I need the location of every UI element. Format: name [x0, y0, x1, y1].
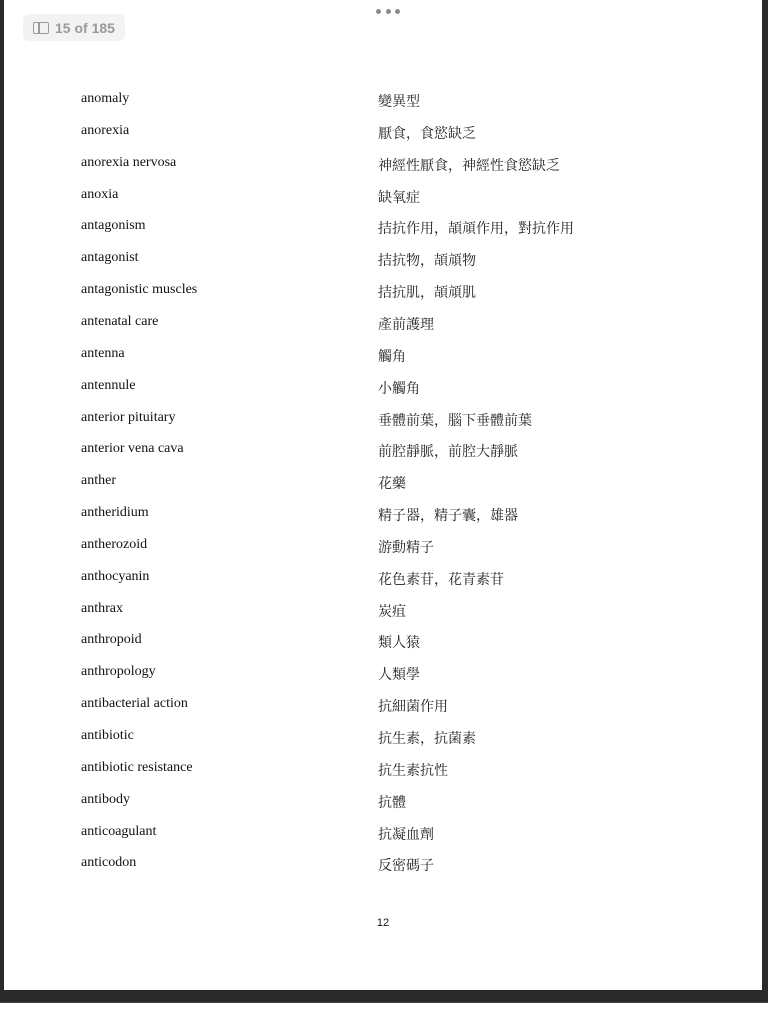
glossary-entry — [4, 855, 762, 875]
glossary-translation: 抗生素，抗菌素 — [378, 731, 476, 747]
dot — [395, 9, 400, 14]
glossary-term: antibody — [81, 791, 130, 807]
glossary-translation: 拮抗肌，頡頏肌 — [378, 285, 476, 302]
document-page — [4, 0, 762, 990]
glossary-translation: 花色素苷，花青素苷 — [378, 571, 504, 588]
glossary-translation: 小觸角 — [378, 380, 420, 397]
dot — [386, 9, 391, 14]
dot — [376, 9, 381, 14]
glossary-term: anorexia — [81, 122, 130, 138]
glossary-entry — [4, 441, 762, 461]
glossary-entry — [4, 282, 762, 302]
glossary-term: antibiotic resistance — [81, 759, 193, 775]
glossary-translation: 炭疽 — [378, 603, 406, 620]
glossary-translation: 反密碼子 — [378, 858, 434, 875]
glossary-term: antherozoid — [81, 536, 148, 552]
glossary-term: antagonism — [81, 218, 146, 234]
glossary-entry — [4, 155, 762, 175]
glossary-term: anterior vena cava — [81, 441, 184, 457]
glossary-term: antennule — [81, 377, 136, 393]
next-page-edge — [0, 1003, 768, 1024]
glossary-entry — [4, 569, 762, 589]
glossary-term: anticoagulant — [81, 823, 157, 839]
glossary-entry — [4, 250, 762, 270]
glossary-term: anthrax — [81, 600, 123, 616]
glossary-translation: 厭食，食慾缺乏 — [378, 125, 476, 142]
glossary-term: antagonist — [81, 250, 139, 266]
glossary-term: anthropoid — [81, 632, 142, 648]
glossary-translation: 抗細菌作用 — [378, 699, 448, 716]
page-number: 12 — [376, 917, 390, 929]
glossary-translation: 觸角 — [378, 348, 406, 365]
glossary-entry — [4, 792, 762, 812]
glossary-term: anthropology — [81, 664, 156, 680]
glossary-term: anther — [81, 473, 116, 489]
glossary-term: antibiotic — [81, 728, 134, 743]
glossary-translation: 抗體 — [378, 794, 406, 811]
glossary-entry — [4, 696, 762, 716]
glossary-entry — [4, 824, 762, 844]
glossary-term: anoxia — [81, 186, 119, 202]
glossary-translation: 類人猿 — [378, 635, 420, 652]
glossary-entry — [4, 473, 762, 493]
book-icon — [33, 22, 49, 34]
glossary-translation: 產前護理 — [378, 316, 434, 333]
glossary-entry — [4, 410, 762, 430]
glossary-translation: 拮抗作用，頡頏作用，對抗作用 — [378, 221, 574, 238]
glossary-term: antagonistic muscles — [81, 282, 198, 298]
glossary-entry — [4, 537, 762, 557]
glossary-entry — [4, 505, 762, 525]
page-indicator[interactable] — [23, 14, 125, 41]
glossary-translation: 變異型 — [378, 94, 420, 110]
glossary-term: anomaly — [81, 91, 130, 106]
glossary-entry — [4, 314, 762, 334]
glossary-entry — [4, 218, 762, 238]
glossary-term: antenna — [81, 345, 125, 361]
glossary-entry — [4, 728, 762, 748]
glossary-term: antibacterial action — [81, 696, 188, 712]
glossary-term: antheridium — [81, 505, 149, 521]
glossary-translation: 游動精子 — [378, 539, 434, 556]
glossary-translation: 垂體前葉，腦下垂體前葉 — [378, 412, 532, 429]
glossary-translation: 花藥 — [378, 476, 406, 493]
glossary-term: antenatal care — [81, 313, 159, 329]
glossary-entry — [4, 632, 762, 652]
glossary-translation: 缺氧症 — [378, 189, 420, 206]
glossary-term: anorexia nervosa — [81, 154, 177, 170]
glossary-entry — [4, 664, 762, 684]
glossary-translation: 人類學 — [378, 667, 420, 684]
more-dots-icon[interactable] — [376, 7, 400, 15]
glossary-translation: 拮抗物，頡頏物 — [378, 253, 476, 270]
page-indicator-label: 15 of 185 — [55, 19, 115, 36]
glossary-term: anterior pituitary — [81, 409, 176, 425]
glossary-entry — [4, 123, 762, 143]
glossary-translation: 抗凝血劑 — [378, 826, 434, 843]
glossary-term: anticodon — [81, 855, 137, 871]
glossary-translation: 抗生素抗性 — [378, 762, 448, 779]
glossary-entry — [4, 760, 762, 780]
glossary-entry — [4, 91, 762, 111]
glossary-term: anthocyanin — [81, 568, 150, 584]
glossary-entry — [4, 346, 762, 366]
glossary-translation: 前腔靜脈，前腔大靜脈 — [378, 444, 518, 461]
glossary-entry — [4, 378, 762, 398]
glossary-translation: 精子器，精子囊，雄器 — [378, 508, 518, 525]
glossary-entry — [4, 601, 762, 621]
glossary-entry — [4, 187, 762, 207]
glossary-translation: 神經性厭食，神經性食慾缺乏 — [378, 157, 560, 174]
